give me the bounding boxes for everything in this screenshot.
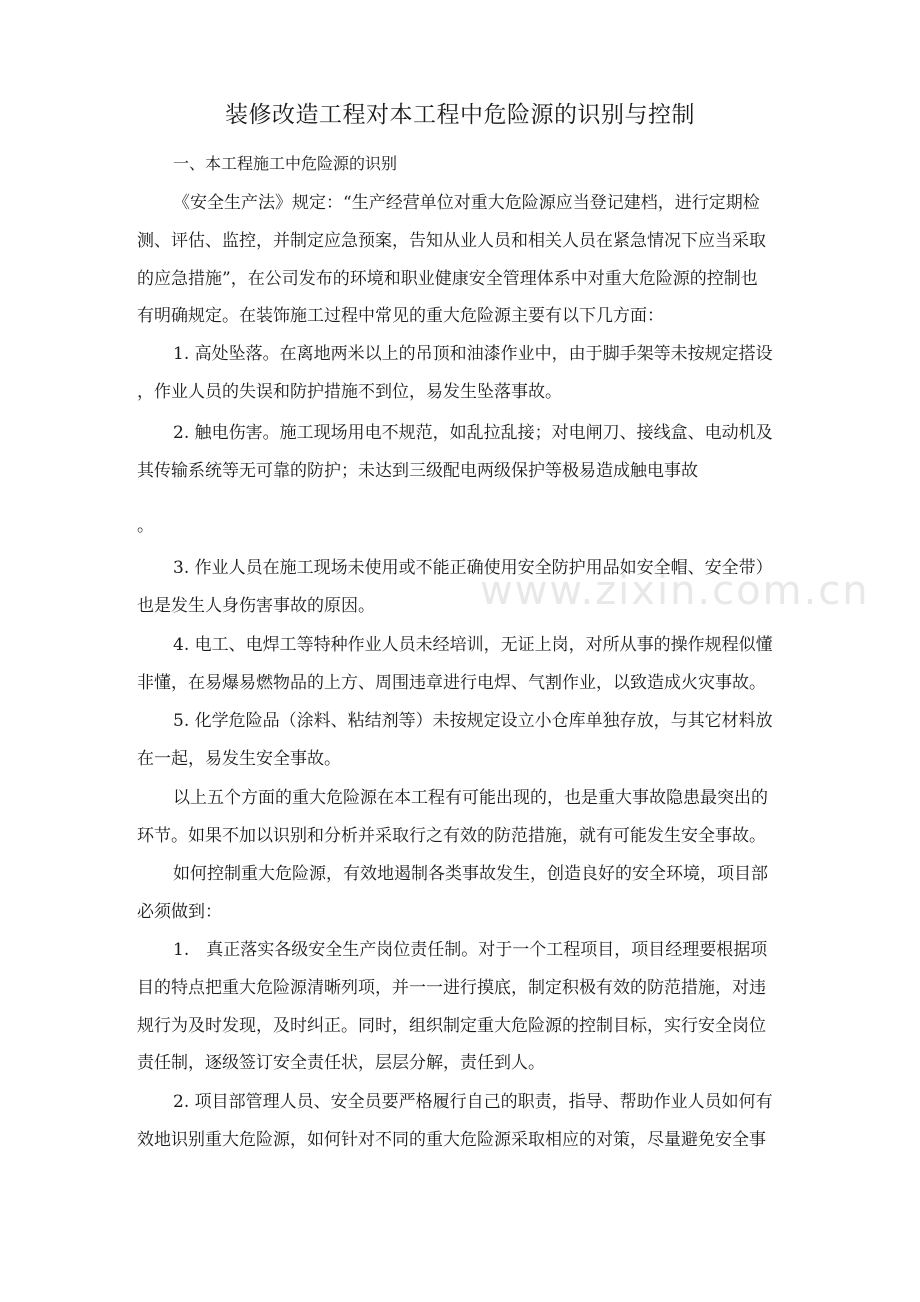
text-line: 必须做到： <box>137 902 222 922</box>
document-title: 装修改造工程对本工程中危险源的识别与控制 <box>225 102 695 128</box>
text-line: 4. 电工、电焊工等特种作业人员未经培训，无证上岗，对所从事的操作规程似懂 <box>173 635 773 655</box>
section-heading: 一、本工程施工中危险源的识别 <box>173 154 398 173</box>
text-line: 在一起，易发生安全事故。 <box>137 749 341 769</box>
text-line: 5. 化学危险品（涂料、粘结剂等）未按规定设立小仓库单独存放，与其它材料放 <box>173 711 773 731</box>
text-line: 效地识别重大危险源，如何针对不同的重大危险源采取相应的对策，尽量避免安全事 <box>137 1130 766 1150</box>
text-line: 非懂，在易爆易燃物品的上方、周围违章进行电焊、气割作业，以致造成火灾事故。 <box>137 673 766 693</box>
text-line: 规行为及时发现，及时纠正。同时，组织制定重大危险源的控制目标，实行安全岗位 <box>137 1016 766 1036</box>
text-line: 《安全生产法》规定：“生产经营单位对重大危险源应当登记建档，进行定期检 <box>173 193 760 213</box>
text-line: 1. 真正落实各级安全生产岗位责任制。对于一个工程项目，项目经理要根据项 <box>173 940 768 960</box>
text-line: 的应急措施”，在公司发布的环境和职业健康安全管理体系中对重大危险源的控制也 <box>137 269 758 289</box>
text-line: 有明确规定。在装饰施工过程中常见的重大危险源主要有以下几方面： <box>137 306 664 326</box>
text-line: 2. 触电伤害。施工现场用电不规范，如乱拉乱接；对电闸刀、接线盒、电动机及 <box>173 423 773 443</box>
text-line: 环节。如果不加以识别和分析并采取行之有效的防范措施，就有可能发生安全事故。 <box>137 826 766 846</box>
text-line: 其传输系统等无可靠的防护；未达到三级配电两级保护等极易造成触电事故 <box>137 461 698 481</box>
text-line: 如何控制重大危险源，有效地遏制各类事故发生，创造良好的安全环境，项目部 <box>173 864 768 884</box>
text-line: 以上五个方面的重大危险源在本工程有可能出现的，也是重大事故隐患最突出的 <box>173 788 768 808</box>
text-line: 2. 项目部管理人员、安全员要严格履行自己的职责，指导、帮助作业人员如何有 <box>173 1092 773 1112</box>
text-line: 测、评估、监控，并制定应急预案，告知从业人员和相关人员在紧急情况下应当采取 <box>137 231 766 251</box>
text-line: 责任制，逐级签订安全责任状，层层分解，责任到人。 <box>137 1053 545 1073</box>
text-line: ，作业人员的失误和防护措施不到位，易发生坠落事故。 <box>137 382 562 402</box>
text-line: 也是发生人身伤害事故的原因。 <box>137 596 375 616</box>
text-line: 3. 作业人员在施工现场未使用或不能正确使用安全防护用品如安全帽、安全带） <box>173 558 773 578</box>
text-line: 1. 高处坠落。在离地两米以上的吊顶和油漆作业中，由于脚手架等未按规定搭设 <box>173 344 773 364</box>
text-line: 。 <box>137 516 154 536</box>
text-line: 目的特点把重大危险源清晰列项，并一一进行摸底，制定积极有效的防范措施，对违 <box>137 978 766 998</box>
watermark: www.zixin.com.cn <box>480 568 870 614</box>
